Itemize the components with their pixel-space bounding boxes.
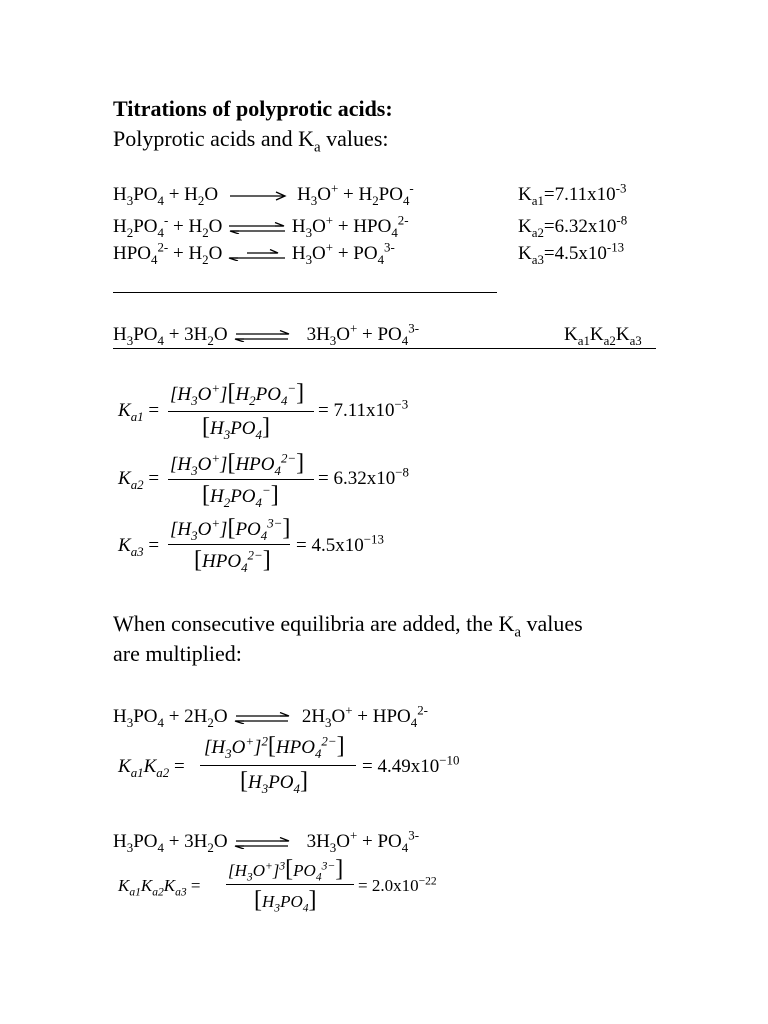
combined-reaction-2: $H_3PO_4 + 3H_2O$ $3H_3O^+ + PO_4^{3-}$: [113, 827, 419, 855]
ka1-result: [318, 396, 409, 422]
ka-subscript: a2: [531, 224, 544, 240]
ka-exponent: -3: [615, 180, 627, 196]
fraction-bar: [168, 411, 314, 412]
ka3-result: [296, 531, 384, 557]
equilibrium-arrow-icon: [232, 330, 292, 342]
underline: [113, 348, 656, 349]
ka-exponent: -8: [616, 212, 628, 228]
ka-symbol: K: [564, 324, 578, 345]
result-number: = 4.49x10: [362, 756, 440, 777]
reaction-1: $H_3PO_4 + H_2O$ $H_3O^+ + H_2PO_4^-$: [113, 180, 414, 208]
ka3-symbol: $K_{a3}$ =: [118, 535, 160, 559]
result-number: = 4.5x10: [296, 535, 364, 556]
note-line-2: are multiplied:: [113, 641, 242, 666]
ka1-fraction: $[H_3O^+][H_2PO_4^-]$ $[H_3PO_4]$: [168, 380, 316, 440]
ka2-symbol: $K_{a2}$ =: [118, 468, 160, 492]
equilibrium-arrow-icon: [232, 837, 292, 849]
ka1ka2ka3-symbol: $K_{a1}K_{a2}K_{a3}$ =: [118, 876, 201, 899]
ka1ka2-fraction: $[H_3O^+]^2[HPO_4^{2-}]$ $[H_3PO_4]$: [200, 733, 358, 797]
page-title: Titrations of polyprotic acids:: [113, 96, 393, 121]
fraction-bar: [168, 479, 314, 480]
ka3-value: [518, 239, 625, 267]
ka1ka2-symbol: $K_{a1}K_{a2}$ =: [118, 756, 185, 780]
reverse-favored-arrow-icon: [227, 249, 287, 261]
forward-arrow-icon: [228, 190, 288, 202]
reaction-3: $HPO_4^{2-} + H_2O$ $H_3O^+ + PO_4^{3-}$: [113, 239, 395, 267]
ka-symbol: K: [518, 216, 532, 237]
ka2-value: [518, 212, 628, 240]
divider-line: [113, 292, 497, 293]
subtitle-tail: values:: [320, 126, 389, 151]
ka-product: $K_{a1}K_{a2}K_{a3}$: [564, 324, 642, 348]
ka-number: =6.32x10: [543, 216, 617, 237]
subtitle-text: Polyprotic acids and K: [113, 126, 315, 151]
ka1ka2ka3-result: [358, 876, 437, 896]
ka-number: =4.5x10: [543, 243, 607, 264]
fraction-bar: [168, 544, 290, 545]
equilibrium-arrow-icon: [227, 222, 287, 234]
result-number: = 2.0x10: [358, 876, 419, 895]
ka2-result: [318, 464, 409, 490]
ka1-value: [518, 180, 627, 208]
ka1ka2-result: [362, 752, 460, 778]
ka-subscript: a1: [531, 192, 544, 208]
ka2-fraction: $[H_3O^+][HPO_4^{2-}]$ $[H_2PO_4^-]$: [168, 450, 316, 510]
result-number: = 6.32x10: [318, 468, 396, 489]
ka1ka2ka3-fraction: $[H_3O^+]^3[PO_4^{3-}]$ $[H_3PO_4]$: [226, 856, 356, 918]
note-tail: values: [520, 611, 583, 636]
ka1-symbol: $K_{a1}$ =: [118, 400, 160, 424]
result-number: = 7.11x10: [318, 400, 395, 421]
result-exponent: −3: [394, 396, 409, 412]
note-line-1: [113, 611, 583, 641]
fraction-bar: [226, 884, 354, 885]
ka-number: =7.11x10: [543, 184, 616, 205]
result-exponent: −22: [418, 874, 437, 888]
note-text: When consecutive equilibria are added, the K: [113, 611, 515, 636]
combined-reaction-1: $H_3PO_4 + 2H_2O$ $2H_3O^+ + HPO_4^{2-}$: [113, 702, 428, 730]
result-exponent: −10: [439, 752, 460, 768]
fraction-bar: [200, 765, 356, 766]
result-exponent: −8: [395, 464, 409, 480]
overall-reaction: $H_3PO_4 + 3H_2O$ $3H_3O^+ + PO_4^{3-}$: [113, 320, 419, 348]
ka-symbol: K: [518, 243, 532, 264]
result-exponent: −13: [363, 531, 384, 547]
ka3-fraction: $[H_3O^+][PO_4^{3-}]$ $[HPO_4^{2-}]$: [170, 515, 291, 575]
equilibrium-arrow-icon: [232, 712, 292, 724]
subtitle: [113, 126, 389, 156]
reaction-2: $H_2PO_4^- + H_2O$ $H_3O^+ + HPO_4^{2-}$: [113, 212, 409, 240]
ka-exponent: -13: [606, 239, 625, 255]
note-sub: a: [514, 624, 521, 641]
ka-symbol: K: [518, 184, 532, 205]
ka-subscript: a3: [531, 251, 544, 267]
subtitle-sub: a: [314, 139, 321, 156]
